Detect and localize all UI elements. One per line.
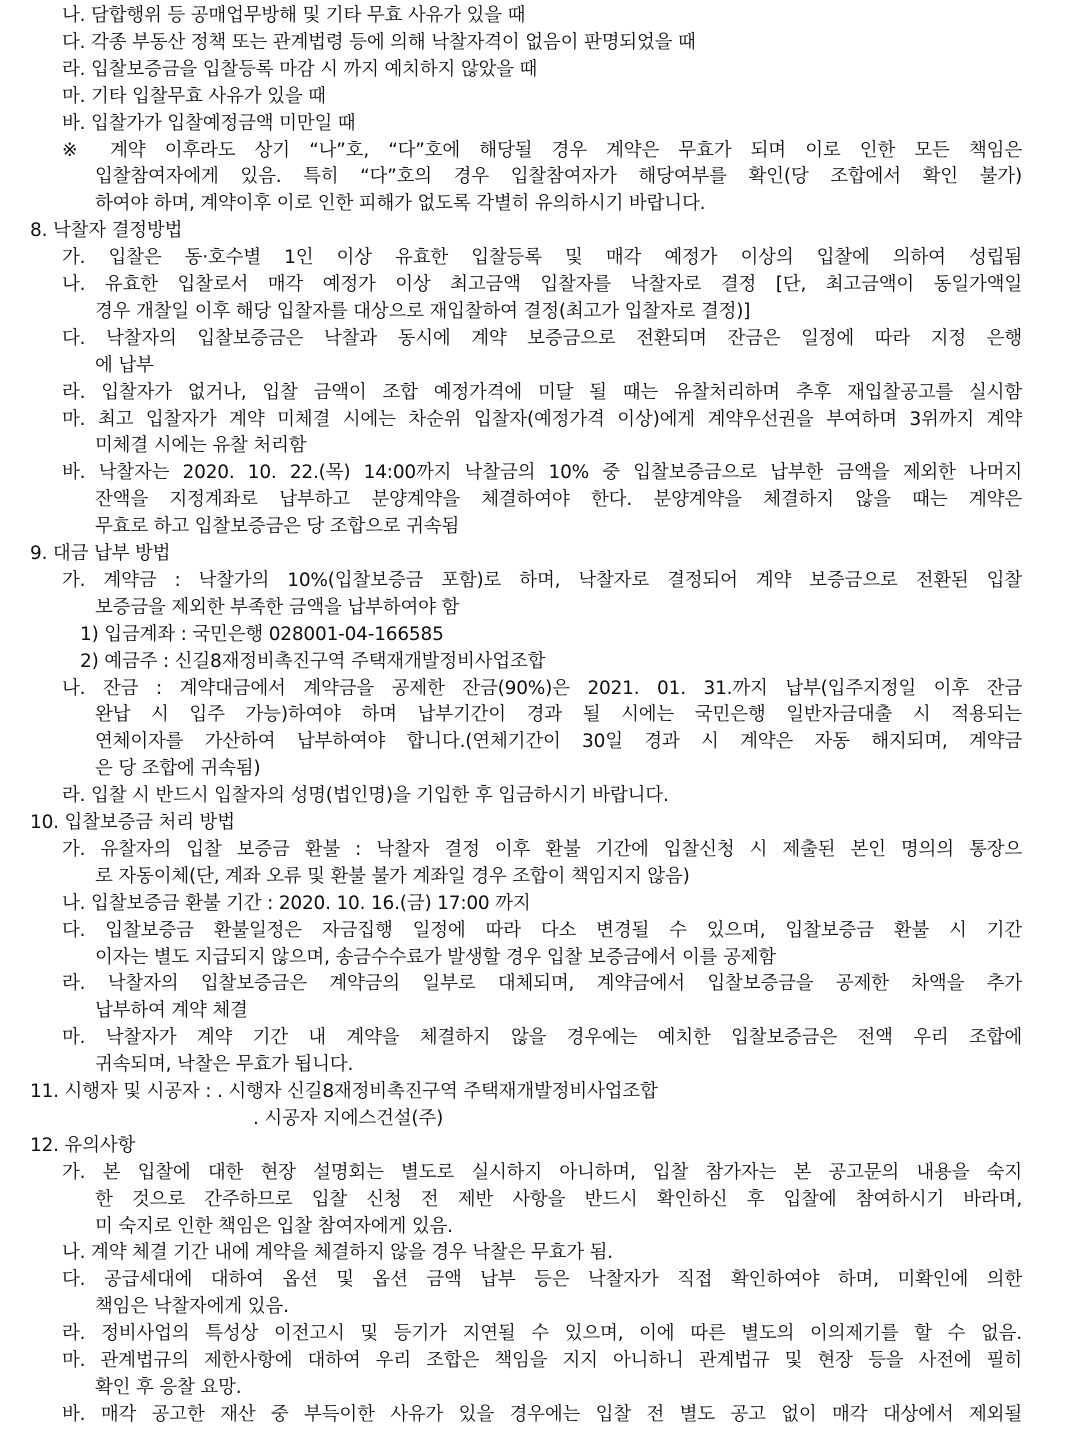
list-item: 가. 입찰은 동·호수별 1인 이상 유효한 입찰등록 및 매각 예정가 이상의 입찰에 의하여 성립됨 xyxy=(62,247,1022,269)
list-item-continuation: 에 납부 xyxy=(95,354,154,376)
list-item: 나. 입찰보증금 환불 기간 : 2020. 10. 16.(금) 17:00 까지 xyxy=(62,892,531,914)
section-heading: 8. 낙찰자 결정방법 xyxy=(30,220,183,242)
list-item-continuation: 은 당 조합에 귀속됨) xyxy=(95,758,261,780)
indented-line: . 시공자 지에스건설(주) xyxy=(253,1107,444,1129)
list-item: 라. 낙찰자의 입찰보증금은 계약금의 일부로 대체되며, 계약금에서 입찰보증금을 공제한 차액을 추가 xyxy=(62,973,1022,995)
list-item: 나. 유효한 입찰로서 매각 예정가 이상 최고금액 입찰자를 낙찰자로 결정 [단, 최고금액이 동일가액일 xyxy=(62,274,1022,295)
list-item-continuation: 경우 개찰일 이후 해당 입찰자를 대상으로 재입찰하여 결정(최고가 입찰자로 결정)] xyxy=(95,300,751,322)
sub-item: 2) 예금주 : 신길8재정비촉진구역 주택재개발정비사업조합 xyxy=(80,650,546,672)
list-item-continuation: 무효로 하고 입찰보증금은 당 조합으로 귀속됨 xyxy=(95,516,460,538)
list-item: 바. 낙찰자는 2020. 10. 22.(목) 14:00까지 낙찰금의 10% 중 입찰보증금으로 납부한 금액을 제외한 나머지 xyxy=(62,462,1022,484)
list-item-continuation: 이자는 별도 지급되지 않으며, 송금수수료가 발생할 경우 입찰 보증금에서 이를 공제함 xyxy=(95,946,776,968)
list-item: 마. 기타 입찰무효 사유가 있을 때 xyxy=(62,85,326,107)
list-item: 바. 입찰가가 입찰예정금액 미만일 때 xyxy=(62,112,356,134)
list-item: 다. 낙찰자의 입찰보증금은 낙찰과 동시에 계약 보증금으로 전환되며 잔금은 일정에 따라 지정 은행 xyxy=(62,327,1022,349)
section-heading: 12. 유의사항 xyxy=(30,1134,136,1156)
list-item-continuation: 하여야 하며, 계약이후 이로 인한 피해가 없도록 각별히 유의하시기 바랍니다. xyxy=(95,193,706,215)
list-item-continuation: 완납 시 입주 가능)하여야 하며 납부기간이 경과 될 시에는 국민은행 일반자금대출 시 적용되는 xyxy=(95,704,1022,726)
list-item-continuation: 연체이자를 가산하여 납부하여야 합니다.(연체기간이 30일 경과 시 계약은 자동 해지되며, 계약금 xyxy=(95,731,1022,753)
section-heading: 10. 입찰보증금 처리 방법 xyxy=(30,812,235,833)
list-item: 다. 공급세대에 대하여 옵션 및 옵션 금액 납부 등은 낙찰자가 직접 확인하여야 하며, 미확인에 의한 xyxy=(62,1269,1023,1291)
list-item-continuation: 입찰참여자에게 있음. 특히 “다”호의 경우 입찰참여자가 해당여부를 확인(당 조합에서 확인 불가) xyxy=(95,166,1022,188)
list-item-continuation: 미 숙지로 인한 책임은 입찰 참여자에게 있음. xyxy=(95,1215,453,1237)
list-item: 다. 입찰보증금 환불일정은 자금집행 일정에 따라 다소 변경될 수 있으며, 입찰보증금 환불 시 기간 xyxy=(62,919,1022,941)
list-item-continuation: 잔액을 지정계좌로 납부하고 분양계약을 체결하여야 한다. 분양계약을 체결하지 않을 때는 계약은 xyxy=(95,489,1022,511)
section-heading: 9. 대금 납부 방법 xyxy=(30,543,171,564)
list-item: 라. 입찰 시 반드시 입찰자의 성명(법인명)을 기입한 후 입금하시기 바랍니다. xyxy=(62,785,669,807)
list-item: 라. 입찰보증금을 입찰등록 마감 시 까지 예치하지 않았을 때 xyxy=(62,58,538,80)
sub-item: 1) 입금계좌 : 국민은행 028001-04-166585 xyxy=(80,623,444,645)
list-item: 나. 담합행위 등 공매업무방해 및 기타 무효 사유가 있을 때 xyxy=(62,5,526,26)
list-item-continuation: 로 자동이체(단, 계좌 오류 및 환불 불가 계좌일 경우 조합이 책임지지 않음) xyxy=(95,865,690,887)
list-item: 마. 낙찰자가 계약 기간 내 계약을 체결하지 않을 경우에는 예치한 입찰보증금은 전액 우리 조합에 xyxy=(62,1027,1022,1049)
list-item: 가. 유찰자의 입찰 보증금 환불 : 낙찰자 결정 이후 환불 기간에 입찰신청 시 제출된 본인 명의의 통장으 xyxy=(62,838,1022,860)
section-heading: 11. 시행자 및 시공자 : . 시행자 신길8재정비촉진구역 주택재개발정비사업조합 xyxy=(30,1081,658,1102)
list-item-continuation: 책임은 낙찰자에게 있음. xyxy=(95,1296,289,1318)
list-item: 가. 본 입찰에 대한 현장 설명회는 별도로 실시하지 아니하며, 입찰 참가자는 본 공고문의 내용을 숙지 xyxy=(62,1161,1022,1183)
list-item: 나. 계약 체결 기간 내에 계약을 체결하지 않을 경우 낙찰은 무효가 됨. xyxy=(62,1242,613,1264)
list-item-continuation: 한 것으로 간주하므로 입찰 신청 전 제반 사항을 반드시 확인하신 후 입찰에 참여하시기 바라며, xyxy=(95,1188,1022,1210)
list-item-continuation: 납부하여 계약 체결 xyxy=(95,1000,248,1022)
list-item-continuation: 보증금을 제외한 부족한 금액을 납부하여야 함 xyxy=(95,596,460,618)
list-item-continuation: 미체결 시에는 유찰 처리함 xyxy=(95,435,307,457)
list-item: 마. 최고 입찰자가 계약 미체결 시에는 차순위 입찰자(예정가격 이상)에게 계약우선권을 부여하며 3위까지 계약 xyxy=(62,408,1022,430)
list-item-continuation: 귀속되며, 낙찰은 무효가 됩니다. xyxy=(95,1054,354,1076)
list-item: 나. 잔금 : 계약대금에서 계약금을 공제한 잔금(90%)은 2021. 01. 31.까지 납부(입주지정일 이후 잔금 xyxy=(62,677,1022,699)
list-item: 마. 관계법규의 제한사항에 대하여 우리 조합은 책임을 지지 아니하니 관계법규 및 현장 등을 사전에 필히 xyxy=(62,1350,1022,1371)
list-item: 가. 계약금 : 낙찰가의 10%(입찰보증금 포함)로 하며, 낙찰자로 결정되어 계약 보증금으로 전환된 입찰 xyxy=(62,569,1022,591)
list-item: 라. 정비사업의 특성상 이전고시 및 등기가 지연될 수 있으며, 이에 따른 별도의 이의제기를 할 수 없음. xyxy=(62,1323,1022,1345)
list-item: 라. 입찰자가 없거나, 입찰 금액이 조합 예정가격에 미달 될 때는 유찰처리하며 추후 재입찰공고를 실시함 xyxy=(62,381,1022,403)
list-item: 다. 각종 부동산 정책 또는 관계법령 등에 의해 낙찰자격이 없음이 판명되었을 때 xyxy=(62,31,696,53)
list-item: ※ 계약 이후라도 상기 “나”호, “다”호에 해당될 경우 계약은 무효가 되며 이로 인한 모든 책임은 xyxy=(62,139,1022,161)
list-item: 바. 매각 공고한 재산 중 부득이한 사유가 있을 경우에는 입찰 전 별도 공고 없이 매각 대상에서 제외될 xyxy=(62,1403,1022,1425)
list-item-continuation: 확인 후 응찰 요망. xyxy=(95,1376,242,1398)
